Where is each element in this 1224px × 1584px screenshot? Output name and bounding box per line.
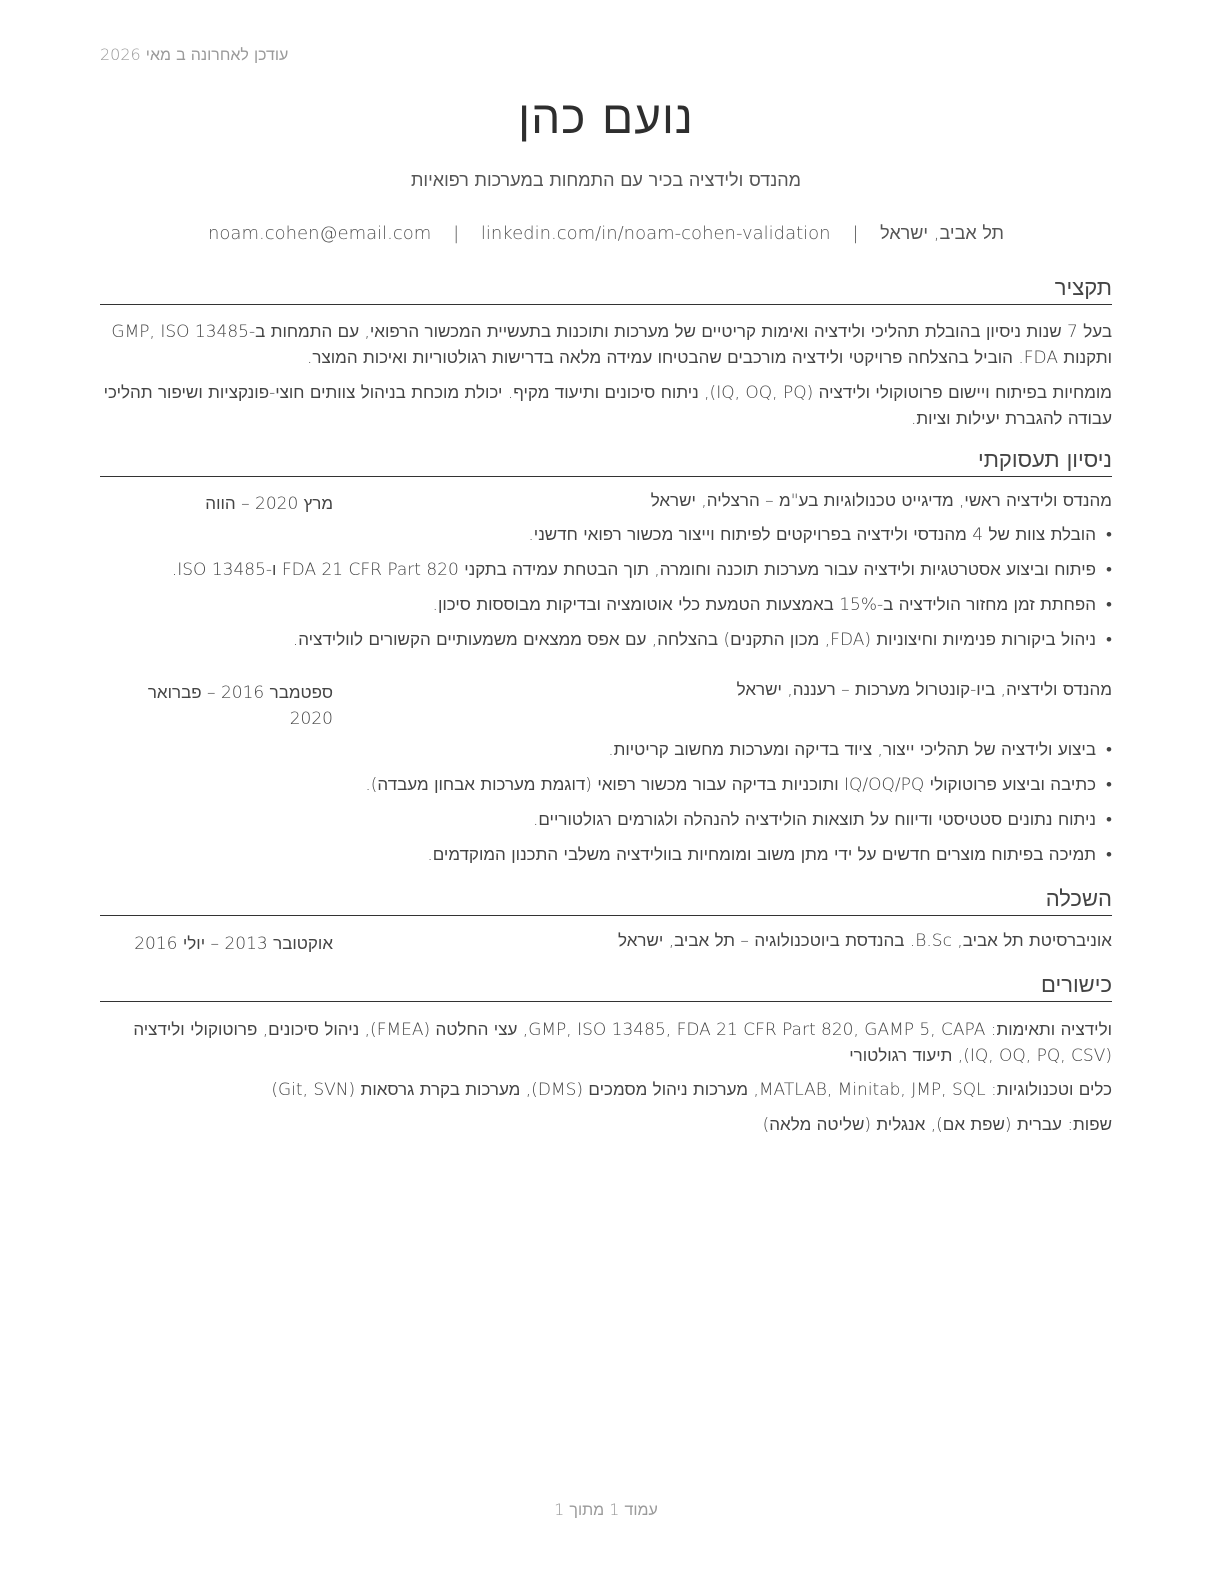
job-bullet: • הפחתת זמן מחזור הולידציה ב-15% באמצעות הטמעת כלי אוטומציה ובדיקות מבוססות סיכון. [432, 595, 1112, 615]
contact-line [100, 223, 1112, 244]
summary-paragraph: בעל 7 שנות ניסיון בהובלת תהליכי ולידציה ואימות קריטיים של מערכות ותוכנות בתעשיית המכשור הרפואי, עם התמחות ב-GMP, ISO 13485 ותקנות FDA. הוביל בהצלחה פרויקטי ולידציה מורכבים שהבטיחו עמידה מלאה בדרישות רגולטוריות ואיכות המוצר. [111, 322, 1112, 368]
skills-heading: כישורים [100, 973, 1112, 1002]
experience-heading: ניסיון תעסוקתי [100, 448, 1112, 477]
education-heading: השכלה [100, 887, 1112, 916]
job-bullets [100, 522, 1112, 662]
skills-line: שפות: עברית (שפת אם), אנגלית (שליטה מלאה) [762, 1115, 1112, 1135]
job-bullet: • ביצוע ולידציה של תהליכי ייצור, ציוד בדיקה ומערכות מחשוב קריטיות. [608, 740, 1112, 760]
education-institution: אוניברסיטת תל אביב, B.Sc. בהנדסת ביוטכנולוגיה – תל אביב, ישראל [618, 931, 1112, 951]
job-bullet: • ניהול ביקורות פנימיות וחיצוניות (FDA, מכון התקנים) בהצלחה, עם אפס ממצאים משמעותיים הקשורים לוולידציה. [292, 630, 1112, 650]
last-updated: עודכן לאחרונה ב מאי 2026 [100, 45, 289, 64]
skills-line: ולידציה ותאימות: GMP, ISO 13485, FDA 21 CFR Part 820, GAMP 5, CAPA, עצי החלטה (FMEA), ניהול סיכונים, פרוטוקולי ולידציה (IQ, OQ, PQ, CSV), תיעוד רגולטורי [133, 1020, 1112, 1066]
candidate-name: נועם כהן [518, 90, 694, 144]
skills-line: כלים וטכנולוגיות: MATLAB, Minitab, JMP, SQL, מערכות ניהול מסמכים (DMS), מערכות בקרת גרסאות (Git, SVN) [271, 1080, 1112, 1100]
contact-location: תל אביב, ישראל [880, 223, 1004, 244]
resume-page [100, 0, 1112, 1584]
contact-separator: | [453, 223, 460, 244]
summary-paragraph: מומחיות בפיתוח ויישום פרוטוקולי ולידציה (IQ, OQ, PQ), ניתוח סיכונים ותיעוד מקיף. יכולת מוכחת בניהול צוותים חוצי-פונקציות ושיפור תהליכי עבודה להגברת יעילות וציות. [103, 383, 1112, 429]
job-header [100, 680, 1112, 732]
job-dates: ספטמבר 2016 – פברואר 2020 [147, 683, 333, 729]
contact-separator: | [852, 223, 859, 244]
job-title: מהנדס ולידציה, ביו-קונטרול מערכות – רעננה, ישראל [736, 680, 1112, 700]
job-dates: מרץ 2020 – הווה [205, 494, 333, 514]
job-bullets [100, 737, 1112, 877]
contact-email[interactable]: noam.cohen@email.com [208, 223, 432, 244]
candidate-subtitle: מהנדס ולידציה בכיר עם התמחות במערכות רפואיות [410, 170, 801, 191]
contact-linkedin[interactable]: linkedin.com/in/noam-cohen-validation [480, 223, 831, 244]
education-entry [100, 931, 1112, 957]
job-bullet: • תמיכה בפיתוח מוצרים חדשים על ידי מתן משוב ומומחיות בוולידציה משלבי התכנון המוקדמים. [427, 845, 1112, 865]
summary-heading: תקציר [100, 276, 1112, 305]
job-bullet: • כתיבה וביצוע פרוטוקולי IQ/OQ/PQ ותוכניות בדיקה עבור מכשור רפואי (דוגמת מערכות אבחון מעבדה). [365, 775, 1112, 795]
job-bullet: • הובלת צוות של 4 מהנדסי ולידציה בפרויקטים לפיתוח וייצור מכשור רפואי חדשני. [528, 525, 1112, 545]
job-bullet: • פיתוח וביצוע אסטרטגיות ולידציה עבור מערכות תוכנה וחומרה, תוך הבטחת עמידה בתקני FDA 21 CFR Part 820 ו-ISO 13485. [171, 560, 1112, 580]
page-number: עמוד 1 מתוך 1 [554, 1500, 658, 1519]
job-header [100, 491, 1112, 517]
job-title: מהנדס ולידציה ראשי, מדיגייט טכנולוגיות בע"מ – הרצליה, ישראל [650, 491, 1112, 511]
job-bullet: • ניתוח נתונים סטטיסטי ודיווח על תוצאות הולידציה להנהלה ולגורמים רגולטוריים. [532, 810, 1112, 830]
education-dates: אוקטובר 2013 – יולי 2016 [134, 934, 333, 954]
